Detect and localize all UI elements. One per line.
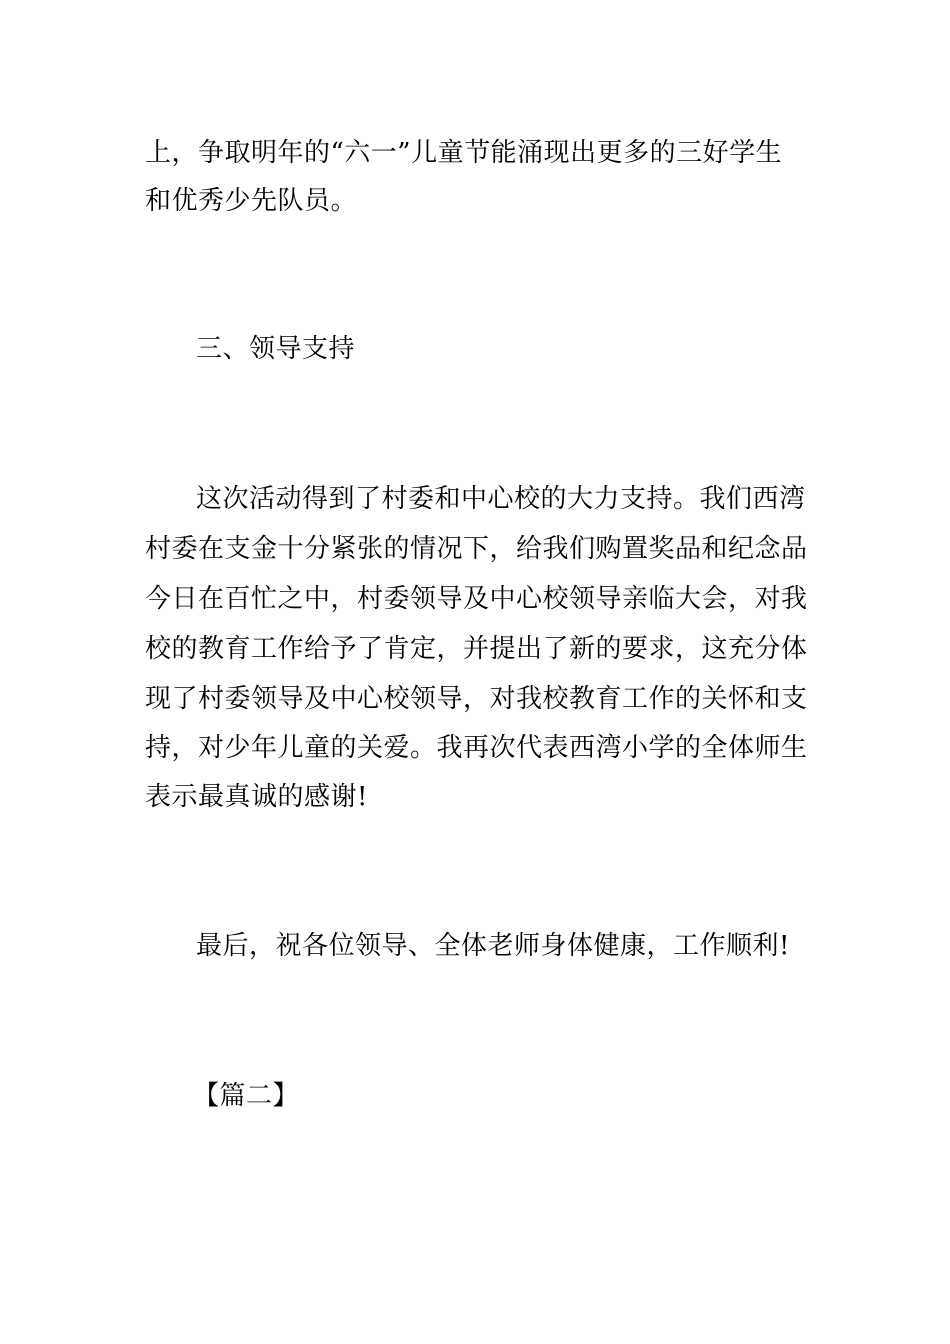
paragraph-line: 校的教育工作给予了肯定，并提出了新的要求，这充分体 (145, 634, 808, 664)
paragraph-line: 持，对少年儿童的关爱。我再次代表西湾小学的全体师生 (145, 733, 808, 763)
paragraph-line: 村委在支金十分紧张的情况下，给我们购置奖品和纪念品 (145, 534, 808, 564)
section-label: 【篇二】 (193, 1081, 300, 1111)
paragraph-line: 今日在百忙之中，村委领导及中心校领导亲临大会，对我 (145, 584, 808, 614)
paragraph-line: 上，争取明年的“六一”儿童节能涌现出更多的三好学生 (145, 138, 783, 168)
closing-line: 最后，祝各位领导、全体老师身体健康，工作顺利! (196, 931, 790, 961)
paragraph-line: 表示最真诚的感谢! (145, 782, 368, 812)
section-heading: 三、领导支持 (196, 334, 356, 364)
paragraph-line: 这次活动得到了村委和中心校的大力支持。我们西湾 (196, 484, 806, 514)
paragraph-line: 和优秀少先队员。 (145, 186, 358, 216)
paragraph-line: 现了村委领导及中心校领导，对我校教育工作的关怀和支 (145, 684, 808, 714)
